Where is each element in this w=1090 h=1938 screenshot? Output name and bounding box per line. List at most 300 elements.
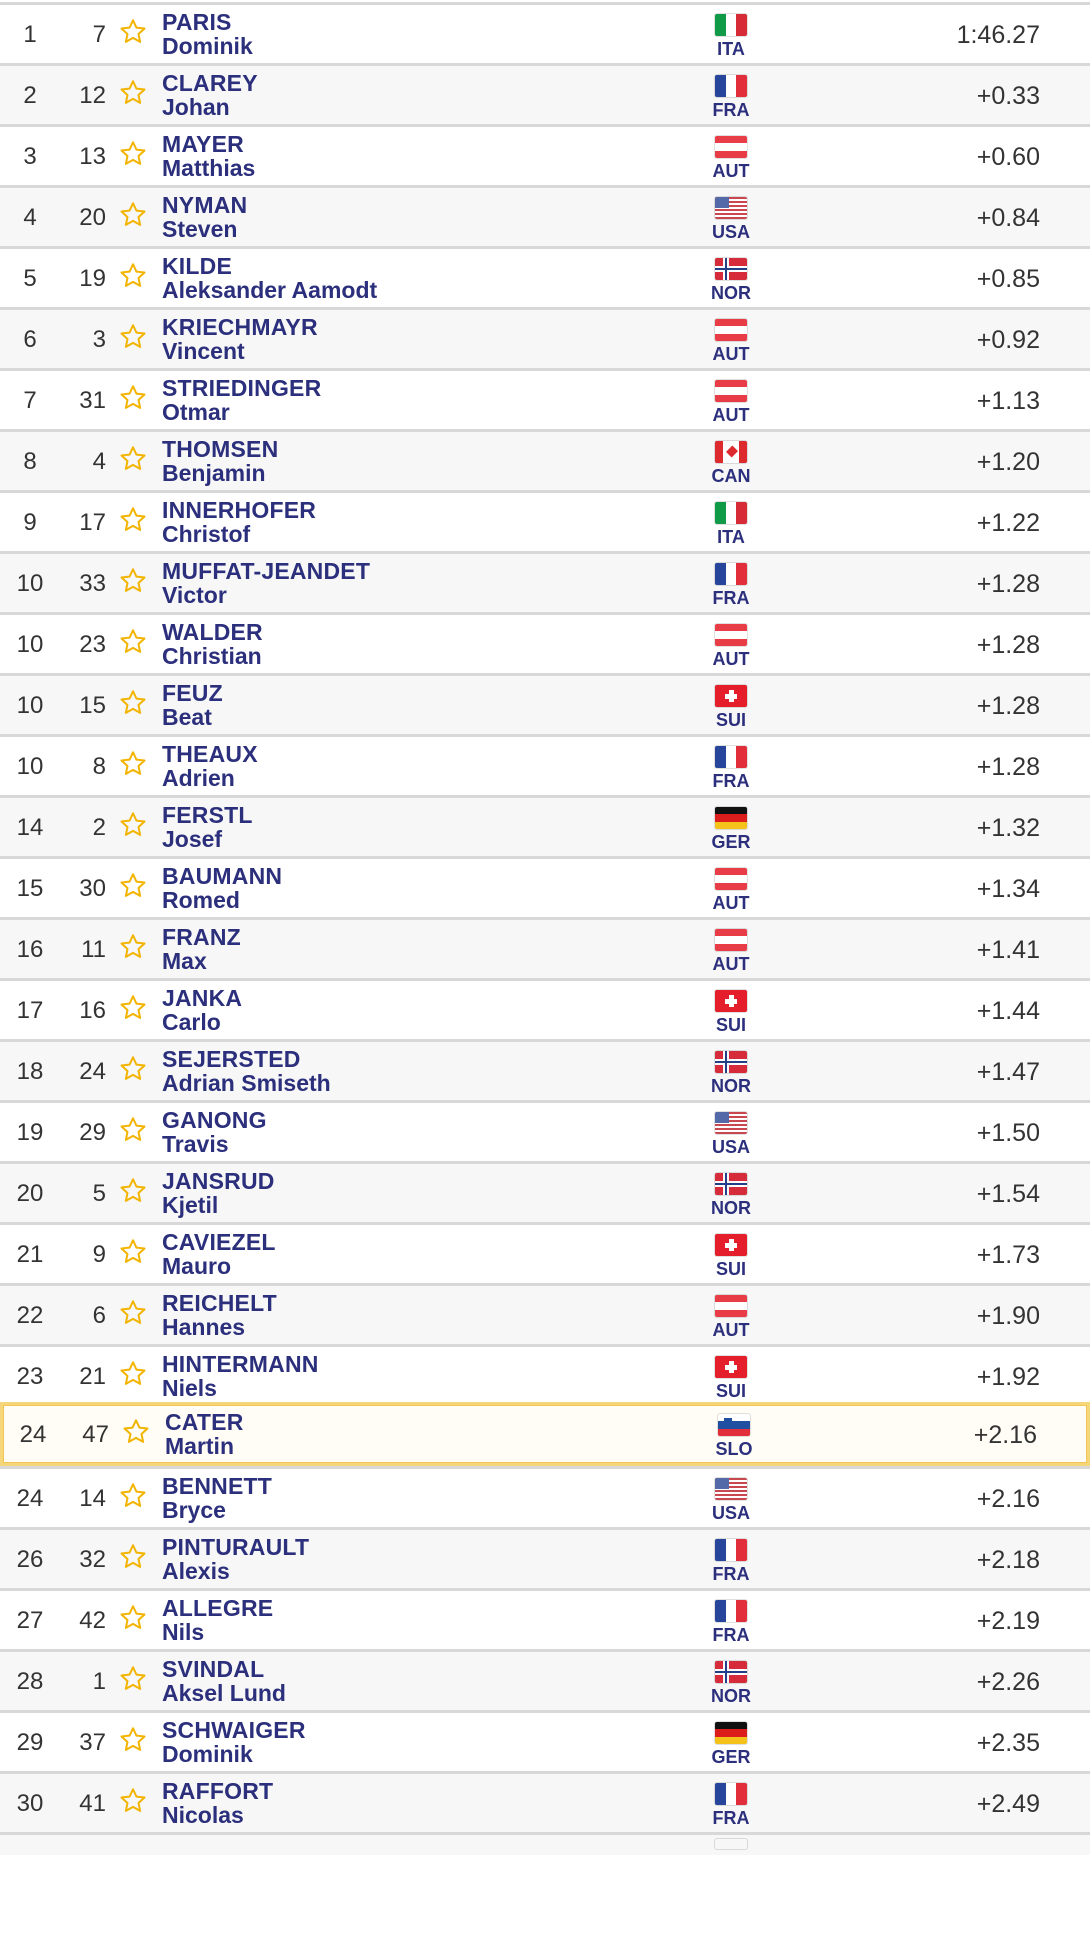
athlete-last-name[interactable]: CLAREY	[162, 70, 258, 96]
rank-cell: 17	[16, 997, 44, 1024]
athlete-last-name[interactable]: PINTURAULT	[162, 1534, 310, 1560]
athlete-first-name[interactable]: Christian	[162, 643, 262, 669]
nation-code: AUT	[712, 893, 750, 913]
flag-icon	[715, 319, 747, 341]
athlete-last-name[interactable]: ALLEGRE	[162, 1595, 274, 1621]
athlete-name[interactable]	[162, 742, 258, 790]
flag-icon	[715, 1173, 747, 1195]
star-icon[interactable]	[116, 625, 150, 659]
bib-cell: 7	[92, 21, 106, 48]
athlete-first-name[interactable]: Benjamin	[162, 460, 266, 486]
athlete-last-name[interactable]: SCHWAIGER	[162, 1717, 306, 1743]
rank-cell: 16	[16, 936, 44, 963]
bib-cell: 47	[82, 1421, 109, 1448]
bib-cell: 15	[79, 692, 106, 719]
athlete-name[interactable]	[162, 1230, 276, 1278]
rank-cell: 21	[16, 1241, 44, 1268]
result-time: +1.28	[976, 753, 1040, 781]
athlete-first-name[interactable]: Travis	[162, 1131, 229, 1157]
athlete-first-name[interactable]: Nicolas	[162, 1802, 244, 1828]
athlete-first-name[interactable]: Matthias	[162, 155, 256, 181]
athlete-first-name[interactable]: Christof	[162, 521, 251, 547]
nation-code: FRA	[712, 1808, 750, 1828]
rank-cell: 24	[19, 1421, 47, 1448]
athlete-last-name[interactable]: JANSRUD	[162, 1168, 275, 1194]
flag-icon	[715, 1356, 747, 1378]
star-icon[interactable]	[116, 1784, 150, 1818]
table-row[interactable]	[0, 63, 1090, 124]
athlete-name[interactable]	[162, 559, 370, 607]
star-icon[interactable]	[116, 320, 150, 354]
star-icon[interactable]	[116, 808, 150, 842]
rank-cell: 29	[16, 1729, 44, 1756]
star-icon[interactable]	[116, 137, 150, 171]
bib-cell: 4	[92, 448, 106, 475]
flag-icon	[715, 1478, 747, 1500]
rank-cell: 6	[23, 326, 37, 353]
star-icon[interactable]	[116, 503, 150, 537]
flag-icon	[715, 563, 747, 585]
flag-icon	[715, 258, 747, 280]
athlete-last-name[interactable]: BENNETT	[162, 1473, 273, 1499]
flag-icon	[715, 14, 747, 36]
flag-icon	[715, 807, 747, 829]
nation-code: USA	[711, 1137, 750, 1157]
table-row[interactable]	[0, 1039, 1090, 1100]
table-row[interactable]	[0, 1222, 1090, 1283]
star-icon[interactable]	[116, 686, 150, 720]
flag-icon	[715, 1234, 747, 1256]
nation-code: FRA	[712, 100, 750, 120]
bib-cell: 6	[92, 1302, 106, 1329]
result-time: +1.34	[976, 875, 1040, 903]
result-time: +0.92	[976, 326, 1040, 354]
result-time: +1.28	[976, 570, 1040, 598]
athlete-name[interactable]	[162, 10, 253, 58]
athlete-last-name[interactable]: JANKA	[162, 985, 243, 1011]
athlete-name[interactable]	[162, 986, 242, 1034]
result-time: 1:46.27	[956, 21, 1040, 49]
flag-icon	[715, 502, 747, 524]
rank-cell: 20	[16, 1180, 44, 1207]
bib-cell: 37	[79, 1729, 106, 1756]
athlete-name[interactable]	[162, 681, 223, 729]
result-time: +1.22	[976, 509, 1040, 537]
athlete-name[interactable]	[162, 1779, 273, 1827]
table-row[interactable]	[0, 856, 1090, 917]
athlete-name[interactable]	[162, 1352, 319, 1400]
star-icon[interactable]	[116, 1662, 150, 1696]
table-row[interactable]	[0, 429, 1090, 490]
flag-icon	[715, 1295, 747, 1317]
star-icon[interactable]	[116, 930, 150, 964]
table-row[interactable]	[0, 612, 1090, 673]
bib-cell: 29	[79, 1119, 106, 1146]
athlete-name[interactable]	[162, 71, 258, 119]
result-time: +2.19	[976, 1607, 1040, 1635]
star-icon[interactable]	[116, 1174, 150, 1208]
flag-icon	[715, 685, 747, 707]
table-row[interactable]	[0, 307, 1090, 368]
bib-cell: 20	[79, 204, 106, 231]
nation-code: AUT	[712, 161, 750, 181]
nation-code: GER	[711, 1747, 751, 1767]
athlete-first-name[interactable]: Otmar	[162, 399, 230, 425]
result-time: +0.84	[976, 204, 1040, 232]
athlete-name[interactable]	[162, 1535, 309, 1583]
nation-code: ITA	[717, 39, 745, 59]
flag-icon	[715, 990, 747, 1012]
flag-icon	[715, 1539, 747, 1561]
result-time: +2.49	[976, 1790, 1040, 1818]
nation-code: AUT	[712, 954, 750, 974]
table-row[interactable]	[0, 1588, 1090, 1649]
result-time: +0.60	[976, 143, 1040, 171]
partial-row	[0, 1832, 1090, 1855]
athlete-first-name[interactable]: Steven	[162, 216, 238, 242]
athlete-first-name[interactable]: Dominik	[162, 33, 253, 59]
table-row[interactable]	[0, 1527, 1090, 1588]
athlete-name[interactable]	[162, 498, 316, 546]
athlete-first-name[interactable]: Carlo	[162, 1009, 221, 1035]
athlete-name[interactable]	[162, 1047, 331, 1095]
star-icon[interactable]	[119, 1415, 153, 1449]
flag-icon	[715, 746, 747, 768]
athlete-first-name[interactable]: Adrian Smiseth	[162, 1070, 331, 1096]
athlete-first-name[interactable]: Nils	[162, 1619, 205, 1645]
flag-icon	[715, 136, 747, 158]
athlete-name[interactable]	[162, 132, 255, 180]
flag-icon	[715, 380, 747, 402]
star-icon[interactable]	[116, 1540, 150, 1574]
result-time: +1.28	[976, 692, 1040, 720]
star-icon[interactable]	[116, 1723, 150, 1757]
athlete-first-name[interactable]: Alexis	[162, 1558, 230, 1584]
rank-cell: 23	[16, 1363, 44, 1390]
flag-icon	[715, 75, 747, 97]
rank-cell: 10	[16, 692, 44, 719]
athlete-last-name[interactable]: FERSTL	[162, 802, 253, 828]
athlete-first-name[interactable]: Aleksander Aamodt	[162, 277, 378, 303]
rank-cell: 18	[16, 1058, 44, 1085]
result-time: +1.92	[976, 1363, 1040, 1391]
athlete-name[interactable]	[162, 1596, 273, 1644]
nation-code: USA	[711, 222, 750, 242]
bib-cell: 16	[79, 997, 106, 1024]
rank-cell: 24	[16, 1485, 44, 1512]
athlete-last-name[interactable]: FEUZ	[162, 680, 223, 706]
table-row[interactable]	[0, 2, 1090, 63]
athlete-first-name[interactable]: Josef	[162, 826, 223, 852]
star-icon[interactable]	[116, 76, 150, 110]
nation-code: NOR	[711, 1198, 751, 1218]
bib-cell: 30	[79, 875, 106, 902]
athlete-name[interactable]	[162, 1169, 275, 1217]
rank-cell: 3	[23, 143, 37, 170]
rank-cell: 26	[16, 1546, 44, 1573]
flag-icon	[715, 441, 747, 463]
bib-cell: 12	[79, 82, 106, 109]
table-row[interactable]	[0, 1100, 1090, 1161]
flag-icon	[715, 929, 747, 951]
result-time: +2.16	[976, 1485, 1040, 1513]
athlete-first-name[interactable]: Kjetil	[162, 1192, 219, 1218]
nation-code: NOR	[711, 1076, 751, 1096]
table-row[interactable]	[0, 1710, 1090, 1771]
athlete-name[interactable]	[162, 1474, 272, 1522]
athlete-last-name[interactable]: MAYER	[162, 131, 244, 157]
athlete-name[interactable]	[162, 1108, 267, 1156]
athlete-name[interactable]	[162, 620, 263, 668]
athlete-last-name[interactable]: CAVIEZEL	[162, 1229, 276, 1255]
nation-code: SLO	[715, 1439, 753, 1459]
star-icon[interactable]	[116, 564, 150, 598]
flag-icon	[715, 868, 747, 890]
athlete-first-name[interactable]: Aksel Lund	[162, 1680, 286, 1706]
rank-cell: 8	[23, 448, 37, 475]
result-time: +1.54	[976, 1180, 1040, 1208]
star-icon[interactable]	[116, 747, 150, 781]
nation-code: ITA	[717, 527, 745, 547]
nation-code: AUT	[712, 344, 750, 364]
table-row[interactable]	[0, 1161, 1090, 1222]
nation-code: SUI	[715, 710, 746, 730]
athlete-first-name[interactable]: Niels	[162, 1375, 217, 1401]
athlete-last-name[interactable]: PARIS	[162, 9, 232, 35]
bib-cell: 1	[92, 1668, 106, 1695]
result-time: +1.50	[976, 1119, 1040, 1147]
athlete-last-name[interactable]: SVINDAL	[162, 1656, 265, 1682]
athlete-last-name[interactable]: FRANZ	[162, 924, 241, 950]
nation-code: FRA	[712, 771, 750, 791]
athlete-first-name[interactable]: Victor	[162, 582, 227, 608]
athlete-last-name[interactable]: BAUMANN	[162, 863, 283, 889]
result-time: +2.16	[973, 1421, 1037, 1449]
star-icon[interactable]	[116, 259, 150, 293]
athlete-name[interactable]	[162, 1657, 286, 1705]
athlete-last-name[interactable]: THEAUX	[162, 741, 258, 767]
nation-code: USA	[711, 1503, 750, 1523]
flag-icon	[715, 1722, 747, 1744]
result-time: +1.47	[976, 1058, 1040, 1086]
bib-cell: 13	[79, 143, 106, 170]
nation-code: CAN	[711, 466, 751, 486]
athlete-name[interactable]	[162, 803, 253, 851]
athlete-last-name[interactable]: NYMAN	[162, 192, 248, 218]
result-time: +1.73	[976, 1241, 1040, 1269]
bib-cell: 9	[92, 1241, 106, 1268]
star-icon[interactable]	[116, 1357, 150, 1391]
table-row[interactable]	[0, 124, 1090, 185]
athlete-last-name[interactable]: SEJERSTED	[162, 1046, 301, 1072]
table-row[interactable]	[0, 185, 1090, 246]
table-row[interactable]	[0, 917, 1090, 978]
table-row[interactable]	[0, 1771, 1090, 1832]
nation-code: SUI	[715, 1259, 746, 1279]
bib-cell: 2	[92, 814, 106, 841]
table-row[interactable]	[0, 673, 1090, 734]
nation-code: AUT	[712, 405, 750, 425]
athlete-first-name[interactable]: Adrien	[162, 765, 235, 791]
athlete-last-name[interactable]: MUFFAT-JEANDET	[162, 558, 371, 584]
bib-cell: 21	[79, 1363, 106, 1390]
result-time: +1.28	[976, 631, 1040, 659]
result-time: +1.90	[976, 1302, 1040, 1330]
athlete-name[interactable]	[162, 864, 282, 912]
rank-cell: 30	[16, 1790, 44, 1817]
athlete-first-name[interactable]: Hannes	[162, 1314, 246, 1340]
bib-cell: 41	[79, 1790, 106, 1817]
athlete-first-name[interactable]: Max	[162, 948, 207, 974]
athlete-first-name[interactable]: Mauro	[162, 1253, 231, 1279]
nation-code: AUT	[712, 1320, 750, 1340]
athlete-name[interactable]	[165, 1410, 244, 1458]
rank-cell: 22	[16, 1302, 44, 1329]
table-row[interactable]	[0, 490, 1090, 551]
athlete-last-name[interactable]: INNERHOFER	[162, 497, 317, 523]
rank-cell: 28	[16, 1668, 44, 1695]
athlete-name[interactable]	[162, 254, 377, 302]
athlete-last-name[interactable]: KRIECHMAYR	[162, 314, 318, 340]
rank-cell: 10	[16, 631, 44, 658]
nation-code: NOR	[711, 1686, 751, 1706]
athlete-first-name[interactable]: Martin	[165, 1433, 234, 1459]
rank-cell: 15	[16, 875, 44, 902]
nation-code: AUT	[712, 649, 750, 669]
flag-icon	[715, 1112, 747, 1134]
athlete-first-name[interactable]: Beat	[162, 704, 212, 730]
table-row[interactable]	[0, 978, 1090, 1039]
nation-code: FRA	[712, 588, 750, 608]
athlete-name[interactable]	[162, 437, 278, 485]
bib-cell: 17	[79, 509, 106, 536]
result-time: +1.13	[976, 387, 1040, 415]
star-icon[interactable]	[116, 1601, 150, 1635]
athlete-last-name[interactable]: KILDE	[162, 253, 232, 279]
athlete-last-name[interactable]: WALDER	[162, 619, 263, 645]
athlete-first-name[interactable]: Vincent	[162, 338, 245, 364]
star-icon[interactable]	[116, 1052, 150, 1086]
result-time: +2.18	[976, 1546, 1040, 1574]
rank-cell: 27	[16, 1607, 44, 1634]
star-icon[interactable]	[116, 991, 150, 1025]
athlete-name[interactable]	[162, 193, 247, 241]
flag-icon	[715, 1661, 747, 1683]
star-icon[interactable]	[116, 1296, 150, 1330]
athlete-name[interactable]	[162, 1291, 277, 1339]
rank-cell: 10	[16, 753, 44, 780]
athlete-name[interactable]	[162, 315, 318, 363]
athlete-last-name[interactable]: GANONG	[162, 1107, 267, 1133]
result-time: +1.44	[976, 997, 1040, 1025]
table-row[interactable]	[0, 795, 1090, 856]
bib-cell: 42	[79, 1607, 106, 1634]
bib-cell: 14	[79, 1485, 106, 1512]
rank-cell: 4	[23, 204, 37, 231]
flag-icon	[715, 1600, 747, 1622]
rank-cell: 9	[23, 509, 37, 536]
star-icon[interactable]	[116, 1235, 150, 1269]
bib-cell: 24	[79, 1058, 106, 1085]
athlete-last-name[interactable]: RAFFORT	[162, 1778, 274, 1804]
nation-code: FRA	[712, 1564, 750, 1584]
bib-cell: 8	[92, 753, 106, 780]
flag-icon	[718, 1414, 750, 1436]
star-icon[interactable]	[116, 1479, 150, 1513]
rank-cell: 10	[16, 570, 44, 597]
athlete-name[interactable]	[162, 376, 321, 424]
rank-cell: 14	[16, 814, 44, 841]
star-icon[interactable]	[116, 869, 150, 903]
table-row[interactable]	[0, 368, 1090, 429]
result-time: +1.32	[976, 814, 1040, 842]
flag-icon	[715, 197, 747, 219]
star-icon[interactable]	[116, 442, 150, 476]
result-time: +1.41	[976, 936, 1040, 964]
result-time: +1.20	[976, 448, 1040, 476]
athlete-last-name[interactable]: THOMSEN	[162, 436, 279, 462]
bib-cell: 19	[79, 265, 106, 292]
athlete-first-name[interactable]: Romed	[162, 887, 240, 913]
rank-cell: 7	[23, 387, 37, 414]
athlete-first-name[interactable]: Johan	[162, 94, 230, 120]
star-icon[interactable]	[116, 15, 150, 49]
table-row[interactable]	[0, 1649, 1090, 1710]
nation-code: NOR	[711, 283, 751, 303]
star-icon[interactable]	[116, 1113, 150, 1147]
nation-code: GER	[711, 832, 751, 852]
rank-cell: 1	[23, 21, 37, 48]
table-row[interactable]	[0, 1402, 1090, 1466]
table-row[interactable]	[0, 1344, 1090, 1405]
flag-icon	[715, 1839, 747, 1849]
flag-icon	[715, 1051, 747, 1073]
bib-cell: 31	[79, 387, 106, 414]
result-time: +2.35	[976, 1729, 1040, 1757]
rank-cell: 2	[23, 82, 37, 109]
athlete-last-name[interactable]: STRIEDINGER	[162, 375, 322, 401]
athlete-last-name[interactable]: REICHELT	[162, 1290, 277, 1316]
rank-cell: 19	[16, 1119, 44, 1146]
result-time: +0.33	[976, 82, 1040, 110]
nation-code: SUI	[715, 1015, 746, 1035]
star-icon[interactable]	[116, 381, 150, 415]
table-row[interactable]	[0, 246, 1090, 307]
athlete-first-name[interactable]: Bryce	[162, 1497, 226, 1523]
table-row[interactable]	[0, 1283, 1090, 1344]
bib-cell: 33	[79, 570, 106, 597]
athlete-name[interactable]	[162, 925, 241, 973]
nation-code: SUI	[715, 1381, 746, 1401]
bib-cell: 23	[79, 631, 106, 658]
star-icon[interactable]	[116, 198, 150, 232]
table-row[interactable]	[0, 1466, 1090, 1527]
bib-cell: 32	[79, 1546, 106, 1573]
result-time: +2.26	[976, 1668, 1040, 1696]
result-time: +0.85	[976, 265, 1040, 293]
nation-code: FRA	[712, 1625, 750, 1645]
bib-cell: 11	[81, 936, 106, 963]
athlete-first-name[interactable]: Dominik	[162, 1741, 253, 1767]
athlete-last-name[interactable]: HINTERMANN	[162, 1351, 319, 1377]
table-row[interactable]	[0, 734, 1090, 795]
table-row[interactable]	[0, 551, 1090, 612]
flag-icon	[715, 624, 747, 646]
athlete-last-name[interactable]: CATER	[165, 1409, 244, 1435]
bib-cell: 3	[92, 326, 106, 353]
athlete-name[interactable]	[162, 1718, 306, 1766]
bib-cell: 5	[92, 1180, 106, 1207]
